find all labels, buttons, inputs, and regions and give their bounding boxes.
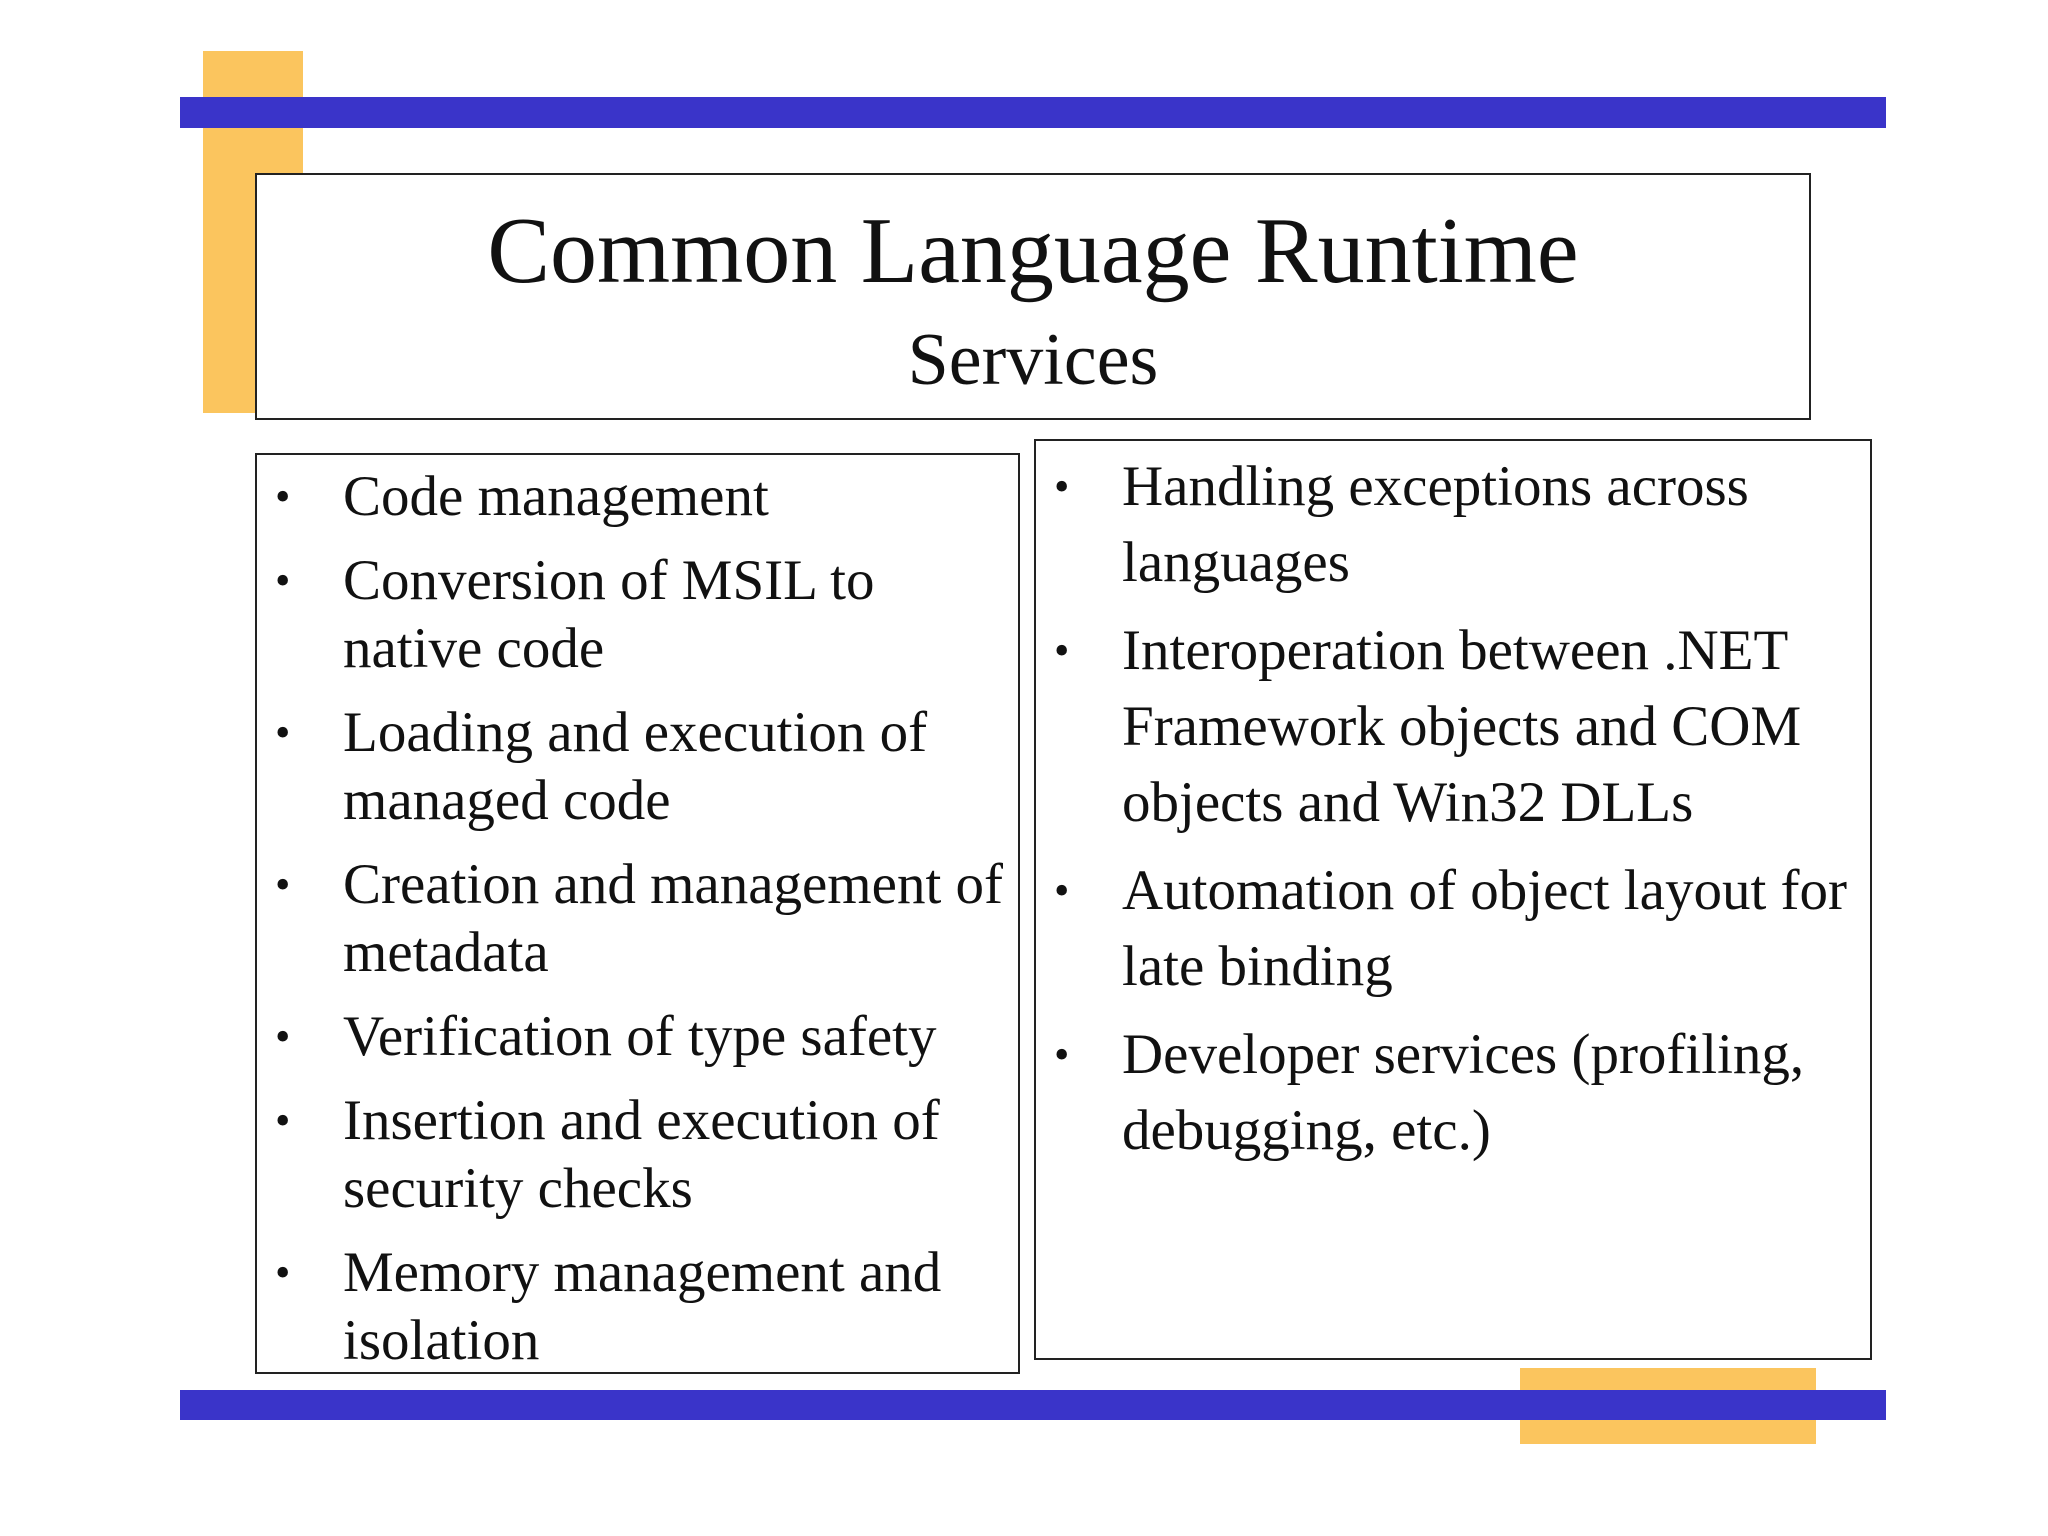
bullet-text: Verification of type safety [343, 1005, 937, 1068]
bullet-dot-icon: • [1054, 1030, 1070, 1079]
bullet-text: Insertion and execution of security checks [343, 1089, 940, 1220]
bullet-dot-icon: • [1054, 866, 1070, 915]
bullet-item [1036, 1017, 1870, 1169]
bullet-dot-icon: • [275, 1012, 291, 1061]
bullet-dot-icon: • [275, 472, 291, 521]
bullet-item [257, 1087, 1018, 1223]
bullet-text: Memory management and isolation [343, 1241, 942, 1372]
bullet-dot-icon: • [275, 860, 291, 909]
bullet-item [257, 463, 1018, 531]
bullet-dot-icon: • [275, 556, 291, 605]
bullet-text: Conversion of MSIL to native code [343, 549, 875, 680]
bullet-text: Loading and execution of managed code [343, 701, 928, 832]
blue-bar-bottom [180, 1390, 1886, 1420]
bullet-dot-icon: • [275, 1096, 291, 1145]
left-bullet-box [255, 453, 1020, 1374]
left-bullet-list [257, 463, 1018, 1391]
slide-subtitle: Services [907, 319, 1159, 401]
bullet-text: Automation of object layout for late binding [1122, 859, 1847, 998]
bullet-dot-icon: • [1054, 462, 1070, 511]
bullet-text: Interoperation between .NET Framework objects and COM objects and Win32 DLLs [1122, 619, 1802, 834]
bullet-item [257, 699, 1018, 835]
bullet-item [257, 1239, 1018, 1375]
title-box [255, 173, 1811, 420]
bullet-dot-icon: • [1054, 626, 1070, 675]
bullet-dot-icon: • [275, 1248, 291, 1297]
right-bullet-box [1034, 439, 1872, 1360]
bullet-dot-icon: • [275, 708, 291, 757]
bullet-text: Handling exceptions across languages [1122, 455, 1749, 594]
right-bullet-list [1036, 449, 1870, 1181]
slide-title: Common Language Runtime [487, 199, 1579, 303]
bullet-item [1036, 853, 1870, 1005]
bullet-text: Code management [343, 465, 769, 528]
bullet-text: Developer services (profiling, debugging, etc.) [1122, 1023, 1805, 1162]
bullet-item [1036, 613, 1870, 841]
blue-bar-top [180, 97, 1886, 128]
bullet-item [1036, 449, 1870, 601]
bullet-item [257, 547, 1018, 683]
bullet-item [257, 851, 1018, 987]
bullet-text: Creation and management of metadata [343, 853, 1004, 984]
bullet-item [257, 1003, 1018, 1071]
